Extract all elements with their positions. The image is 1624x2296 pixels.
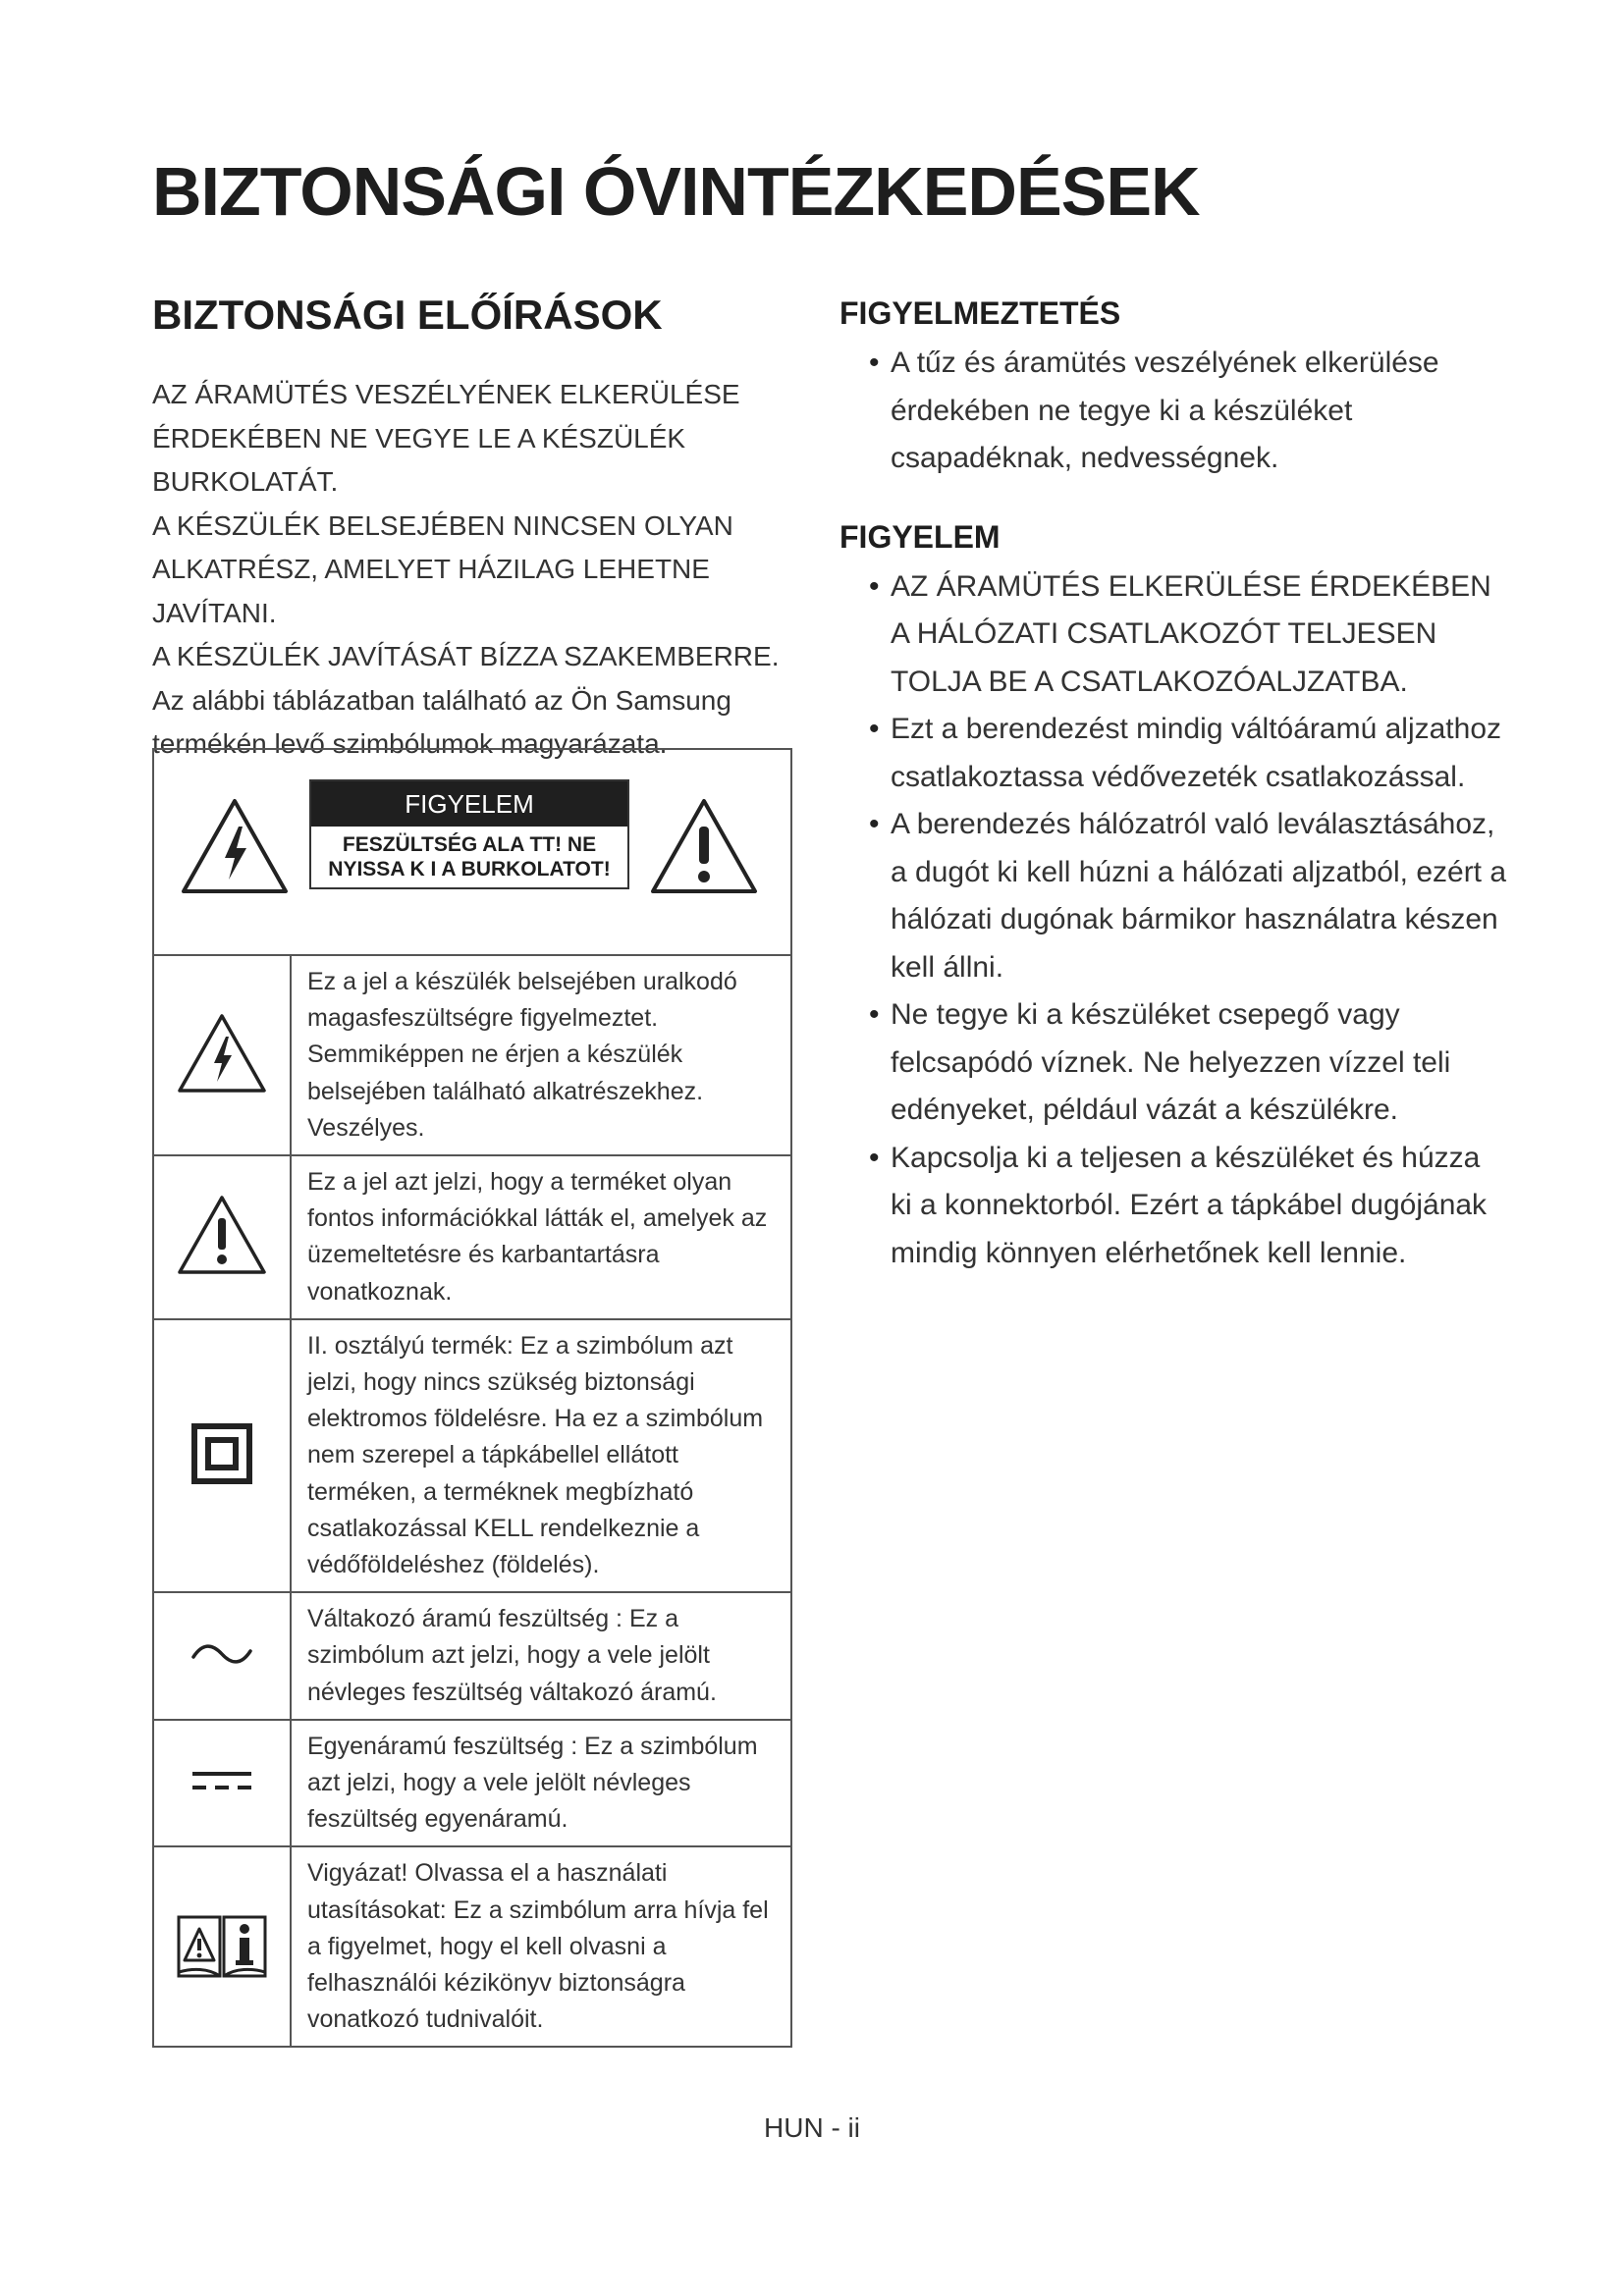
symbols-table bbox=[152, 748, 792, 2048]
ac-wave-icon bbox=[190, 1639, 253, 1669]
caution-list bbox=[839, 563, 1507, 1278]
symbol-icon-cell bbox=[153, 1319, 291, 1592]
exclamation-triangle-icon bbox=[177, 1195, 267, 1275]
list-item: • Ezt a berendezést mindig váltóáramú aljzathoz csatlakoztassa védővezeték csatlakozással. bbox=[839, 706, 1507, 801]
symbol-icon-cell bbox=[153, 1155, 291, 1319]
intro-text bbox=[152, 373, 800, 767]
intro-line: Az alábbi táblázatban található az Ön Samsung termékén levő szimbólumok magyarázata. bbox=[152, 684, 731, 759]
warning-label-row bbox=[153, 749, 791, 955]
symbol-description: II. osztályú termék: Ez a szimbólum azt jelzi, hogy nincs szükség biztonsági elektromos földelésre. Ha ez a szimbólum nem szerepel a tápkábellel ellátott terméken, a terméknek megbízható csatlakozással KELL rendelkeznie a védőföldeléshez (földelés). bbox=[291, 1319, 791, 1592]
exclamation-triangle-icon bbox=[649, 797, 759, 895]
page-number: HUN - ii bbox=[764, 2112, 860, 2143]
list-item: • AZ ÁRAMÜTÉS ELKERÜLÉSE ÉRDEKÉBEN A HÁLÓZATI CSATLAKOZÓT TELJESEN TOLJA BE A CSATLAKOZÓALJZATBA. bbox=[839, 563, 1507, 707]
warning-label-heading: FIGYELEM bbox=[311, 781, 627, 827]
class-ii-double-square-icon bbox=[190, 1422, 253, 1485]
symbol-icon-cell bbox=[153, 955, 291, 1155]
symbol-icon-cell bbox=[153, 1592, 291, 1720]
intro-line: A KÉSZÜLÉK BELSEJÉBEN NINCSEN OLYAN ALKATRÉSZ, AMELYET HÁZILAG LEHETNE JAVÍTANI. bbox=[152, 509, 733, 628]
symbol-description: Ez a jel a készülék belsejében uralkodó magasfeszültségre figyelmeztet. Semmiképpen ne érjen a készülék belsejében található alkatrészekhez. Veszélyes. bbox=[291, 955, 791, 1155]
high-voltage-triangle-icon bbox=[180, 797, 290, 895]
symbol-row bbox=[153, 1720, 791, 1847]
right-column bbox=[839, 294, 1507, 1277]
list-item: • A berendezés hálózatról való leválasztásához, a dugót ki kell húzni a hálózati aljzatból, ezért a hálózati dugónak bármikor használatra készen kell állni. bbox=[839, 801, 1507, 991]
symbol-description: Váltakozó áramú feszültség : Ez a szimbólum azt jelzi, hogy a vele jelölt névleges feszültség váltakozó áramú. bbox=[291, 1592, 791, 1720]
symbol-icon-cell bbox=[153, 1846, 291, 2047]
warning-label-text: FESZÜLTSÉG ALA TT! NE NYISSA K I A BURKOLATOT! bbox=[328, 833, 611, 881]
symbol-row bbox=[153, 1319, 791, 1592]
read-manual-icon bbox=[175, 1909, 269, 1980]
symbol-row bbox=[153, 955, 791, 1155]
page-title: BIZTONSÁGI ÓVINTÉZKEDÉSEK bbox=[152, 153, 1200, 230]
high-voltage-triangle-icon bbox=[177, 1013, 267, 1094]
warning-label-cell bbox=[153, 749, 791, 955]
intro-line: AZ ÁRAMÜTÉS VESZÉLYÉNEK ELKERÜLÉSE ÉRDEKÉBEN NE VEGYE LE A KÉSZÜLÉK BURKOLATÁT. bbox=[152, 379, 740, 497]
list-item: • Kapcsolja ki a teljesen a készüléket és húzza ki a konnektorból. Ezért a tápkábel dugójának mindig könnyen elérhetőnek kell lennie. bbox=[839, 1135, 1507, 1278]
symbol-row bbox=[153, 1592, 791, 1720]
symbol-description: Ez a jel azt jelzi, hogy a terméket olyan fontos információkkal látták el, amelyek az üzemeltetésre és karbantartásra vonatkoznak. bbox=[291, 1155, 791, 1319]
symbol-icon-cell bbox=[153, 1720, 291, 1847]
section-title: BIZTONSÁGI ELŐÍRÁSOK bbox=[152, 292, 663, 338]
dc-lines-icon bbox=[190, 1768, 253, 1793]
symbol-row bbox=[153, 1155, 791, 1319]
list-item: • A tűz és áramütés veszélyének elkerülése érdekében ne tegye ki a készüléket csapadéknak, nedvességnek. bbox=[839, 340, 1507, 483]
symbol-description: Egyenáramú feszültség : Ez a szimbólum azt jelzi, hogy a vele jelölt névleges feszültség egyenáramú. bbox=[291, 1720, 791, 1847]
list-item: • Ne tegye ki a készüléket csepegő vagy felcsapódó víznek. Ne helyezzen vízzel teli edényeket, például vázát a készülékre. bbox=[839, 991, 1507, 1135]
warning-heading: FIGYELMEZTETÉS bbox=[839, 295, 1121, 331]
warning-label-box bbox=[309, 779, 629, 889]
caution-heading: FIGYELEM bbox=[839, 518, 1001, 555]
intro-line: A KÉSZÜLÉK JAVÍTÁSÁT BÍZZA SZAKEMBERRE. bbox=[152, 641, 780, 671]
symbol-row bbox=[153, 1846, 791, 2047]
symbol-description: Vigyázat! Olvassa el a használati utasításokat: Ez a szimbólum arra hívja fel a figyelmet, hogy el kell olvasni a felhasználói kézikönyv biztonságra vonatkozó tudnivalóit. bbox=[291, 1846, 791, 2047]
warning-list bbox=[839, 340, 1507, 483]
